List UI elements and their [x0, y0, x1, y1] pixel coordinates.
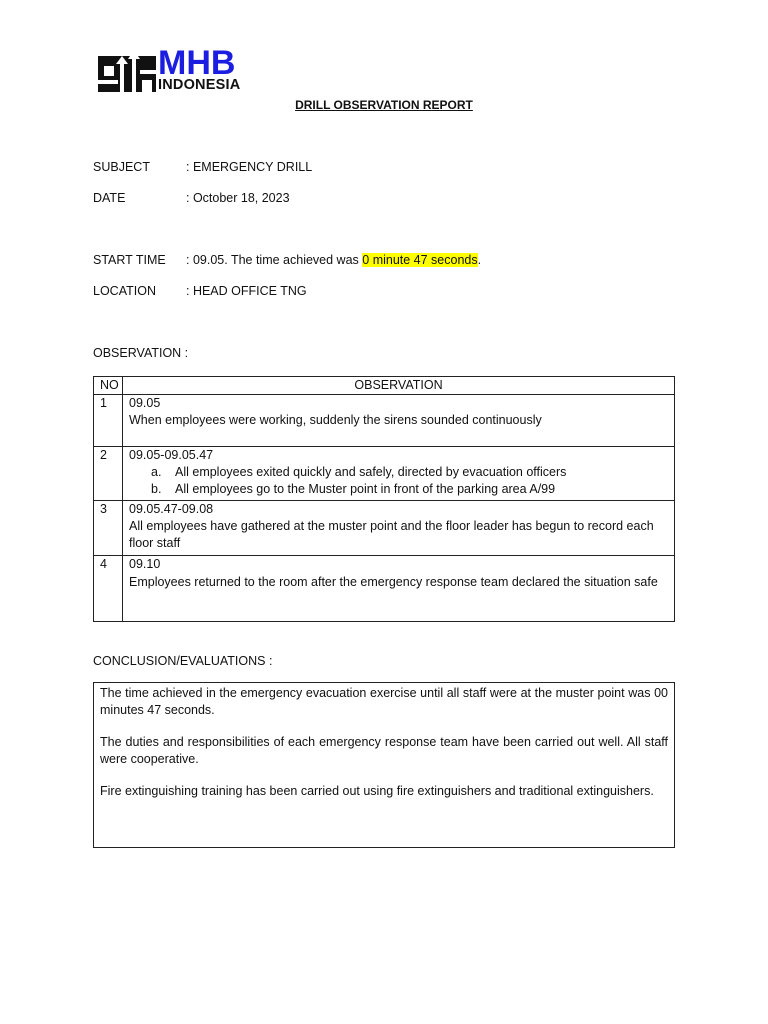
list-item-text: All employees go to the Muster point in front of the parking area A/99: [175, 482, 556, 496]
list-item: [129, 481, 668, 498]
date-value: : October 18, 2023: [186, 191, 290, 205]
observation-sub-list: [129, 464, 668, 498]
list-marker: b.: [151, 482, 162, 496]
logo-brand-text: MHB: [158, 44, 236, 82]
start-time-suffix: .: [477, 253, 482, 267]
list-item-text: All employees exited quickly and safely, directed by evacuation officers: [175, 465, 567, 479]
location-label: LOCATION: [93, 284, 156, 298]
observation-time: 09.05-09.05.47: [129, 448, 214, 462]
conclusion-paragraph: The time achieved in the emergency evacuation exercise until all staff were at the muster point was 00 minutes 47 seconds.: [100, 686, 668, 717]
observation-time: 09.05.47-09.08: [129, 502, 214, 516]
list-marker: a.: [151, 465, 162, 479]
logo-country-text: INDONESIA: [158, 77, 241, 93]
row-number: 4: [94, 556, 123, 622]
achieved-time-highlight: 0 minute 47 seconds: [362, 253, 478, 267]
report-title: DRILL OBSERVATION REPORT: [295, 98, 473, 112]
observation-column-header: OBSERVATION: [123, 377, 675, 395]
table-row: [94, 501, 675, 556]
observation-cell: [123, 556, 675, 622]
location-value: : HEAD OFFICE TNG: [186, 284, 307, 298]
conclusion-paragraph: Fire extinguishing training has been carried out using fire extinguishers and traditional extinguishers.: [100, 784, 654, 798]
row-number: 1: [94, 395, 123, 447]
conclusion-box: [93, 682, 675, 848]
observation-text: All employees have gathered at the muster point and the floor leader has begun to record each floor staff: [129, 519, 654, 550]
table-row: [94, 395, 675, 447]
table-header-row: [94, 377, 675, 395]
table-row: [94, 556, 675, 622]
conclusion-paragraph: The duties and responsibilities of each emergency response team have been carried out well. All staff were cooperative.: [100, 735, 668, 766]
building-logo-icon: [98, 50, 156, 92]
observation-section-label: OBSERVATION :: [93, 346, 189, 360]
observation-time: 09.10: [129, 557, 161, 571]
observation-table: [93, 376, 675, 622]
observation-cell: [123, 501, 675, 556]
start-time-label: START TIME: [93, 253, 166, 267]
start-time-value: [186, 253, 481, 267]
subject-label: SUBJECT: [93, 160, 150, 174]
subject-value: : EMERGENCY DRILL: [186, 160, 313, 174]
date-label: DATE: [93, 191, 126, 205]
observation-cell: [123, 447, 675, 501]
no-column-header: NO: [94, 377, 123, 395]
observation-cell: [123, 395, 675, 447]
list-item: [129, 464, 668, 481]
observation-time: 09.05: [129, 396, 161, 410]
start-time-prefix: : 09.05. The time achieved was: [186, 253, 363, 267]
row-number: 3: [94, 501, 123, 556]
observation-text: When employees were working, suddenly the sirens sounded continuously: [129, 413, 542, 427]
table-row: [94, 447, 675, 501]
company-logo: [96, 46, 268, 96]
observation-text: Employees returned to the room after the emergency response team declared the situation safe: [129, 575, 658, 589]
row-number: 2: [94, 447, 123, 501]
conclusion-section-label: CONCLUSION/EVALUATIONS :: [93, 654, 273, 668]
